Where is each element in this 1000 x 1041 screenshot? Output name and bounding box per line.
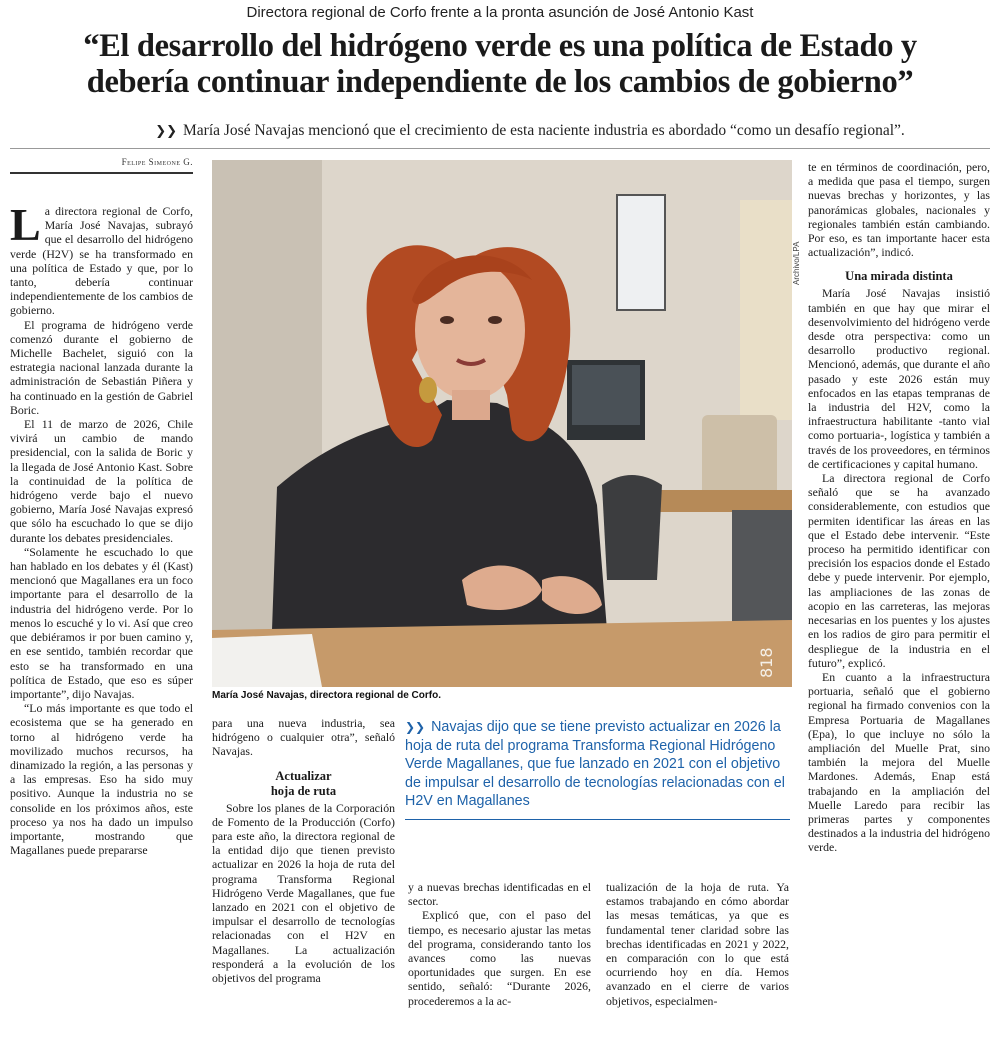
headline-line-1: “El desarrollo del hidrógeno verde es una política de Estado y [83,28,917,64]
byline: Felipe Simeone G. [121,157,193,167]
paragraph: En cuanto a la infraestructura portuaria, señaló que el gobierno regional ha firmado convenios con la Empresa Portuaria de Magallanes (Epa), lo que incluye no sólo la ampliación del Muelle Prat, sino también la mejora del Muelle Mardones. Además, Enap está trabajando en la ampliación del Muelle Laredo para recibir las primeras partes y componentes destinados a la industria del hidrógeno verde. [808,669,990,855]
photo-credit: Archivo/LPA [792,241,801,285]
paragraph: para una nueva industria, sea hidrógeno o cualquier otra”, señaló Navajas. [212,716,395,759]
pull-quote-text: Navajas dijo que se tiene previsto actualizar en 2026 la hoja de ruta del programa Transforma Regional Hidrógeno Verde Magallanes, que fue lanzado en 2021 con el objetivo de impulsar el desarrollo de tecnologías relacionadas con el H2V en Magallanes [405,719,785,809]
lead-text: a directora regional de Corfo, María José Navajas, subrayó que el desarrollo del hidrógeno verde (H2V) se ha transformado en una política de Estado y que, por lo tanto, debería continuar independientemente de los cambios de gobierno. [10,204,193,318]
dropcap: L [10,199,41,250]
article-column-5 [808,160,990,855]
paragraph: y a nuevas brechas identificadas en el sector. [408,880,591,909]
header-divider [10,148,990,149]
paragraph: “Lo más importante es que todo el ecosistema que se ha generado en torno al hidrógeno verde ha movilizado muchos recursos, ha dinamizado la región, a las personas y a las empresas. Eso ha sido muy positivo. Aunque la industria no se consolide en los próximos años, este proceso ya nos ha dado un impulso importante, mostrando que Magallanes puede prepararse [10,701,193,858]
deck [80,122,980,140]
article-column-2 [212,716,395,985]
byline-divider [10,172,193,174]
headline [10,28,990,100]
paragraph: María José Navajas insistió también en que hay que mirar el desenvolvimiento del hidrógeno verde desde otra perspectiva: como un desarrollo productivo regional. Mencionó, además, que durante el año pasado y este 2026 están muy enfocados en las etapas tempranas de la industria del H2V, como la infraestructura habilitante -tanto vial como portuaria-, logística y también a través de los proveedores, en términos de certificaciones y capital humano. [808,286,990,471]
photo-label: 818 [757,647,776,678]
paragraph: te en términos de coordinación, pero, a medida que pasa el tiempo, surgen nuevas brechas y horizontes, y las panorámicas globales, nacionales y regionales también están cambiando. Por eso, es tan importante hacer esta actualización”, indicó. [808,160,990,260]
subhead-mirada: Una mirada distinta [845,269,953,284]
pull-quote [405,718,790,820]
article-column-4 [606,880,789,1008]
paragraph: Sobre los planes de la Corporación de Fomento de la Producción (Corfo) para este año, la directora regional de la entidad dijo que tienen previsto actualizar en 2026 la hoja de ruta del programa Transforma Regional Hidrógeno Verde Magallanes, que fue lanzado en 2021 con el objetivo de impulsar el desarrollo de tecnologías relacionadas con el H2V en Magallanes. La actualización responderá a la evolución de los objetivos del programa [212,800,395,986]
paragraph: “Solamente he escuchado lo que han hablado en los debates y él (Kast) mencionó que Magallanes era un foco importante para el desarrollo de la industria del hidrógeno verde. Por lo menos lo escuché y lo vi. Así que creo que debiéramos ir por buen camino y, en ese sentido, también recordar que esto se ha transformado en una política de Estado, que eso es súper importante”, dijo Navajas. [10,544,193,701]
photo-illustration [212,160,792,687]
article-photo [212,160,792,687]
deck-text: María José Navajas mencionó que el crecimiento de esta naciente industria es abordado “como un desafío regional”. [183,122,905,139]
article-column-1 [10,199,193,858]
subhead-actualizar [212,769,395,799]
headline-line-2: debería continuar independiente de los cambios de gobierno” [86,64,914,100]
paragraph: La directora regional de Corfo señaló que se ha avanzado considerablemente, con estudios que permiten identificar las áreas en las que el Estado debe intervenir. “Este proceso ha permitido identificar con precisión los espacios donde el Estado debe y puede intervenir. Por ejemplo, las ampliaciones de las zonas de acopio en las carreteras, las mejoras necesarias en los puentes y los ajustes en los radios de giro para permitir el despliegue de la industria en el futuro”, explicó. [808,471,990,670]
double-chevron-right-icon: ❯❯ [155,124,178,139]
photo-caption: María José Navajas, directora regional de Corfo. [212,690,441,701]
paragraph: tualización de la hoja de ruta. Ya estamos trabajando en cómo abordar las mesas temáticas, ya que es fundamental tener claridad sobre las brechas identificadas en 2021 y 2022, en comparación con lo que está ocurriendo hoy en día. Hemos avanzado en el cierre de varios objetivos, especialmen- [606,880,789,1008]
paragraph: El 11 de marzo de 2026, Chile vivirá un cambio de mando presidencial, con la salida de Boric y la llegada de José Antonio Kast. Sobre la continuidad de la política de hidrógeno verde bajo el nuevo gobierno, María José Navajas expresó que sólo ha escuchado lo que se dijo durante los debates presidenciales. [10,417,193,545]
double-chevron-right-icon: ❯❯ [405,720,426,734]
paragraph: El programa de hidrógeno verde comenzó durante el gobierno de Michelle Bachelet, siguió con la estrategia nacional lanzada durante la administración de Sebastián Piñera y ha continuado en la gestión de Gabriel Boric. [10,317,193,417]
kicker: Directora regional de Corfo frente a la pronta asunción de José Antonio Kast [246,4,754,21]
article-column-3 [408,880,591,1008]
subhead-line-2: hoja de ruta [270,783,337,798]
lead-paragraph [10,199,193,318]
paragraph: Explicó que, con el paso del tiempo, es necesario ajustar las metas del programa, considerando tanto los avances como las nuevas oportunidades que surgen. En ese sentido, señaló: “Durante 2026, procederemos a la ac- [408,908,591,1008]
subhead-line-1: Actualizar [275,768,332,783]
